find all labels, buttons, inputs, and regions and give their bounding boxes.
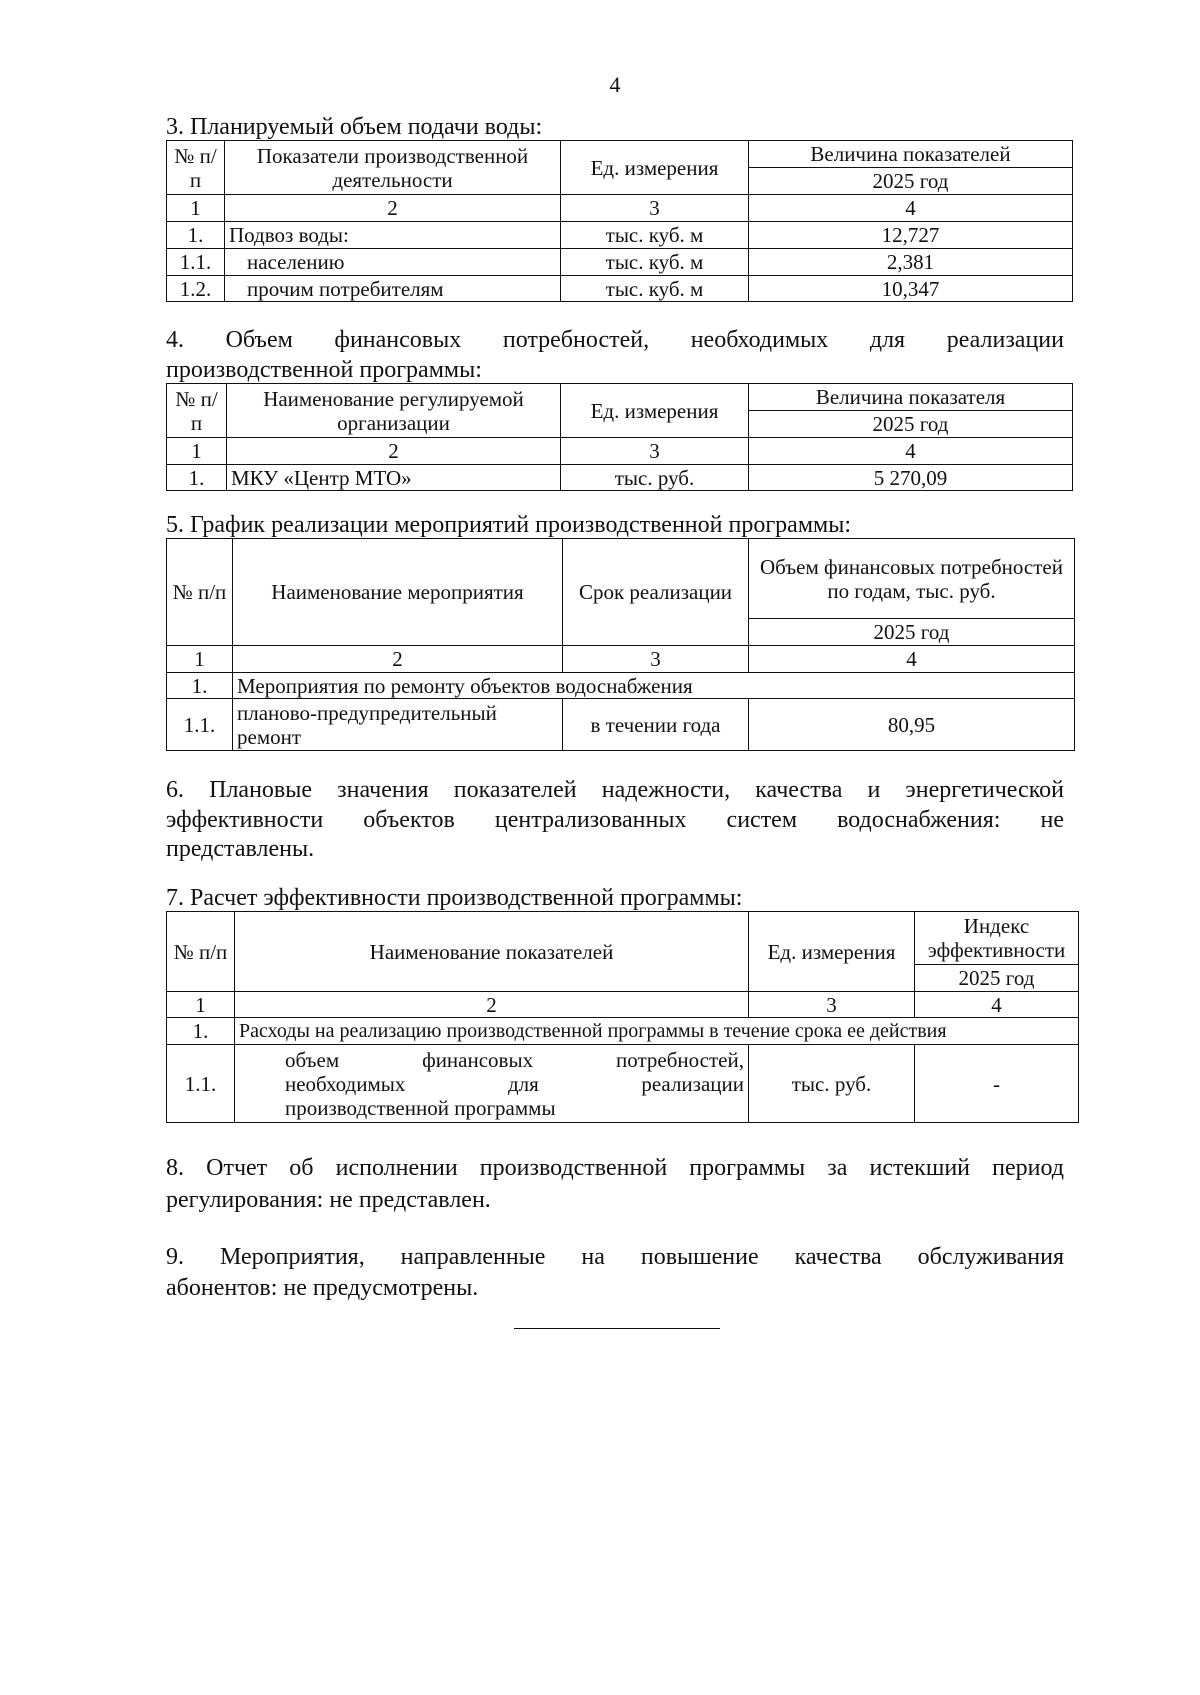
- row-num: 1.: [167, 1018, 235, 1045]
- idx: 3: [563, 646, 749, 673]
- header-year: 2025 год: [915, 965, 1079, 992]
- header-num: № п/п: [167, 141, 225, 195]
- row-value: 5 270,09: [749, 465, 1073, 491]
- row-num: 1.: [167, 465, 227, 491]
- section-9-line1: 9. Мероприятия, направленные на повышение качества обслуживания: [166, 1244, 1064, 1270]
- row-name-line: объем финансовых потребностей,: [285, 1047, 744, 1072]
- row-name: МКУ «Центр МТО»: [227, 465, 561, 491]
- section-4-title-line2: производственной программы:: [166, 357, 482, 383]
- section-6-line3: представлены.: [166, 836, 315, 862]
- header-term: Срок реализации: [563, 539, 749, 646]
- idx: 3: [561, 195, 749, 222]
- row-unit: тыс. руб.: [561, 465, 749, 491]
- header-unit: Ед. измерения: [749, 912, 915, 992]
- row-name: планово-предупредительный ремонт: [233, 699, 563, 751]
- index-row: [167, 646, 1075, 673]
- schedule-table: [166, 538, 1075, 751]
- idx: 4: [749, 646, 1075, 673]
- row-unit: тыс. куб. м: [561, 222, 749, 249]
- header-name: Наименование показателей: [235, 912, 749, 992]
- table-row: [167, 465, 1073, 491]
- row-num: 1.1.: [167, 699, 233, 751]
- header-name: Наименование мероприятия: [233, 539, 563, 646]
- section-9-line2: абонентов: не предусмотрены.: [166, 1275, 479, 1301]
- idx: 1: [167, 195, 225, 222]
- finance-table: [166, 383, 1073, 491]
- group-row: [167, 673, 1075, 699]
- header-year: 2025 год: [749, 619, 1075, 646]
- row-unit: тыс. руб.: [749, 1045, 915, 1123]
- header-unit: Ед. измерения: [561, 384, 749, 438]
- index-row: [167, 992, 1079, 1018]
- row-name: Подвоз воды:: [225, 222, 561, 249]
- section-5-title: 5. График реализации мероприятий производственной программы:: [166, 512, 851, 538]
- row-num: 1.: [167, 222, 225, 249]
- row-name-line: необходимых для реализации: [285, 1071, 744, 1096]
- table-row: [167, 1045, 1079, 1123]
- row-name-line: производственной программы: [285, 1095, 556, 1120]
- header-num: № п/п: [167, 384, 227, 438]
- water-supply-table: [166, 140, 1073, 302]
- row-value: 2,381: [749, 249, 1073, 276]
- idx: 1: [167, 992, 235, 1018]
- table-row: [167, 249, 1073, 276]
- group-name: Расходы на реализацию производственной программы в течение срока ее действия: [235, 1018, 1079, 1045]
- group-name: Мероприятия по ремонту объектов водоснабжения: [233, 673, 1075, 699]
- table-row: [167, 222, 1073, 249]
- table-row: [167, 699, 1075, 751]
- row-value: 10,347: [749, 276, 1073, 302]
- index-row: [167, 195, 1073, 222]
- header-name: Показатели производственной деятельности: [225, 141, 561, 195]
- section-7-title: 7. Расчет эффективности производственной программы:: [166, 885, 743, 911]
- page-number: 4: [609, 72, 621, 97]
- row-name: [235, 1045, 749, 1123]
- idx: 1: [167, 438, 227, 465]
- idx: 1: [167, 646, 233, 673]
- idx: 2: [233, 646, 563, 673]
- header-num: № п/п: [167, 539, 233, 646]
- section-6-line1: 6. Плановые значения показателей надежности, качества и энергетической: [166, 777, 1064, 803]
- row-name: прочим потребителям: [225, 276, 561, 302]
- header-num: № п/п: [167, 912, 235, 992]
- header-value: Величина показателя: [749, 384, 1073, 411]
- idx: 2: [225, 195, 561, 222]
- group-row: [167, 1018, 1079, 1045]
- row-num: 1.: [167, 673, 233, 699]
- row-num: 1.1.: [167, 249, 225, 276]
- row-name: населению: [225, 249, 561, 276]
- header-value: Объем финансовых потребностей по годам, тыс. руб.: [749, 539, 1075, 619]
- row-unit: тыс. куб. м: [561, 249, 749, 276]
- idx: 3: [749, 992, 915, 1018]
- row-term: в течении года: [563, 699, 749, 751]
- header-value: Индекс эффективности: [915, 912, 1079, 965]
- index-row: [167, 438, 1073, 465]
- idx: 4: [749, 195, 1073, 222]
- table-row: [167, 276, 1073, 302]
- header-year: 2025 год: [749, 411, 1073, 438]
- efficiency-table: [166, 911, 1079, 1123]
- end-rule: [514, 1328, 720, 1329]
- idx: 4: [915, 992, 1079, 1018]
- header-year: 2025 год: [749, 168, 1073, 195]
- row-value: -: [915, 1045, 1079, 1123]
- idx: 2: [227, 438, 561, 465]
- row-unit: тыс. куб. м: [561, 276, 749, 302]
- row-num: 1.2.: [167, 276, 225, 302]
- section-8-line1: 8. Отчет об исполнении производственной программы за истекший период: [166, 1155, 1064, 1181]
- idx: 4: [749, 438, 1073, 465]
- section-6-line2: эффективности объектов централизованных систем водоснабжения: не: [166, 807, 1064, 833]
- idx: 2: [235, 992, 749, 1018]
- header-unit: Ед. измерения: [561, 141, 749, 195]
- header-name: Наименование регулируемой организации: [227, 384, 561, 438]
- section-3-title: 3. Планируемый объем подачи воды:: [166, 114, 543, 140]
- row-num: 1.1.: [167, 1045, 235, 1123]
- header-value: Величина показателей: [749, 141, 1073, 168]
- section-8-line2: регулирования: не представлен.: [166, 1187, 491, 1213]
- section-4-title-line1: 4. Объем финансовых потребностей, необходимых для реализации: [166, 327, 1064, 353]
- row-value: 12,727: [749, 222, 1073, 249]
- row-value: 80,95: [749, 699, 1075, 751]
- idx: 3: [561, 438, 749, 465]
